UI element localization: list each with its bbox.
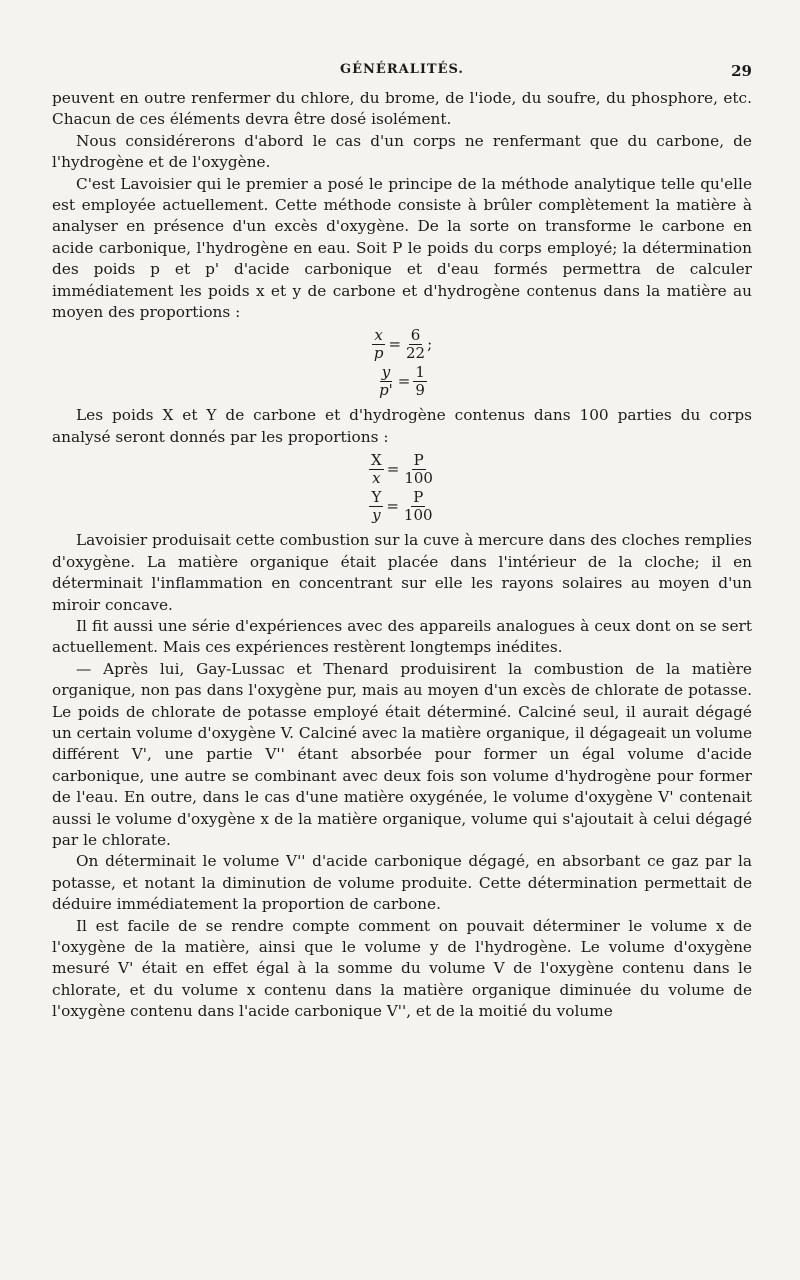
- equals-sign: =: [386, 497, 399, 516]
- denominator: 22: [406, 344, 426, 363]
- formula-percent-composition: [52, 452, 752, 524]
- denominator: x: [372, 469, 381, 488]
- formula-row: [52, 327, 752, 362]
- paragraph-6: Il fit aussi une série d'expériences avec des appareils analogues à ceux dont on se sert actuellement. Mais ces expériences restèrent longtemps inédites.: [52, 616, 752, 657]
- page-number: 29: [731, 62, 752, 80]
- page-header: [52, 62, 752, 82]
- punctuation: ;: [427, 335, 433, 354]
- numerator: X: [371, 451, 382, 470]
- paragraph-8: On déterminait le volume V'' d'acide carbonique dégagé, en absorbant ce gaz par la potasse, et notant la diminution de volume produite. Cette détermination permettait de déduire immédiatement la proportion de carbone.: [52, 852, 752, 914]
- paragraph-3: C'est Lavoisier qui le premier a posé le principe de la méthode analytique telle qu'elle est employée actuellement. Cette méthode consiste à brûler complètement la matière à analyser en présence d'un excès d'oxygène. De la sorte on transforme le carbone en acide carbonique, l'hydrogène en eau. Soit P le poids du corps employé; la détermination des poids p et p' d'acide carbonique et d'eau formés permettra de calculer immédiatement les poids x et y de carbone et d'hydrogène contenus dans la matière au moyen des proportions :: [52, 174, 752, 322]
- fraction: [369, 489, 383, 524]
- fraction: [402, 452, 435, 487]
- denominator: 9: [415, 381, 425, 400]
- equals-sign: =: [386, 460, 400, 479]
- paragraph-5: Lavoisier produisait cette combustion sur la cuve à mercure dans des cloches remplies d'oxygène. La matière organique était placée dans l'intérieur de la cloche; il en déterminait l'inflammation en concentrant sur elle les rayons solaires au moyen d'un miroir concave.: [52, 531, 752, 614]
- numerator: y: [381, 363, 391, 382]
- formula-row: [52, 489, 752, 524]
- denominator: y: [372, 506, 381, 525]
- denominator: p': [379, 381, 393, 400]
- fraction: [402, 489, 435, 524]
- formula-carbon-hydrogen-weights: [52, 327, 752, 399]
- numerator: 6: [410, 326, 421, 345]
- numerator: x: [374, 326, 383, 345]
- numerator: P: [413, 488, 424, 507]
- paragraph-9: Il est facile de se rendre compte comment on pouvait déterminer le volume x de l'oxygène de la matière, ainsi que le volume y de l'hydrogène. Le volume d'oxygène mesuré V' était en effet égal à la somme du volume V de l'oxygène contenu dans le chlorate, et du volume x contenu dans la matière organique diminuée du volume de l'oxygène contenu dans l'acide carbonique V'', et de la moitié du volume: [52, 916, 752, 1021]
- fraction: [377, 364, 395, 399]
- fraction: [413, 364, 427, 399]
- equals-sign: =: [397, 372, 411, 391]
- fraction: [372, 327, 386, 362]
- body-text: [52, 88, 752, 1023]
- paragraph-1: peuvent en outre renfermer du chlore, du brome, de l'iode, du soufre, du phosphore, etc. Chacun de ces éléments devra être dosé isolément.: [52, 89, 752, 129]
- running-title: GÉNÉRALITÉS.: [340, 62, 464, 77]
- numerator: P: [413, 451, 424, 470]
- denominator: p: [373, 344, 384, 363]
- paragraph-2: Nous considérerons d'abord le cas d'un corps ne renfermant que du carbone, de l'hydrogène et de l'oxygène.: [52, 131, 752, 172]
- formula-row: [52, 364, 752, 399]
- numerator: 1: [415, 363, 425, 382]
- equals-sign: =: [388, 335, 402, 354]
- denominator: 100: [404, 469, 433, 488]
- fraction: [369, 452, 384, 487]
- fraction: [404, 327, 427, 362]
- paragraph-7: — Après lui, Gay-Lussac et Thenard produisirent la combustion de la matière organique, non pas dans l'oxygène pur, mais au moyen d'un excès de chlorate de potasse. Le poids de chlorate de potasse employé était déterminé. Calciné seul, il aurait dégagé un certain volume d'oxygène V. Calciné avec la matière organique, il dégageait un volume différent V', une partie V'' étant absorbée pour former un égal volume d'acide carbonique, une autre se combinant avec deux fois son volume d'hydrogène pour former de l'eau. En outre, dans le cas d'une matière oxygénée, le volume d'oxygène V' contenait aussi le volume d'oxygène x de la matière organique, volume qui s'ajoutait à celui dégagé par le chlorate.: [52, 659, 752, 849]
- numerator: Y: [371, 488, 382, 507]
- denominator: 100: [403, 506, 433, 525]
- paragraph-4: Les poids X et Y de carbone et d'hydrogène contenus dans 100 parties du corps analysé seront donnés par les proportions :: [52, 406, 752, 446]
- formula-row: [52, 452, 752, 487]
